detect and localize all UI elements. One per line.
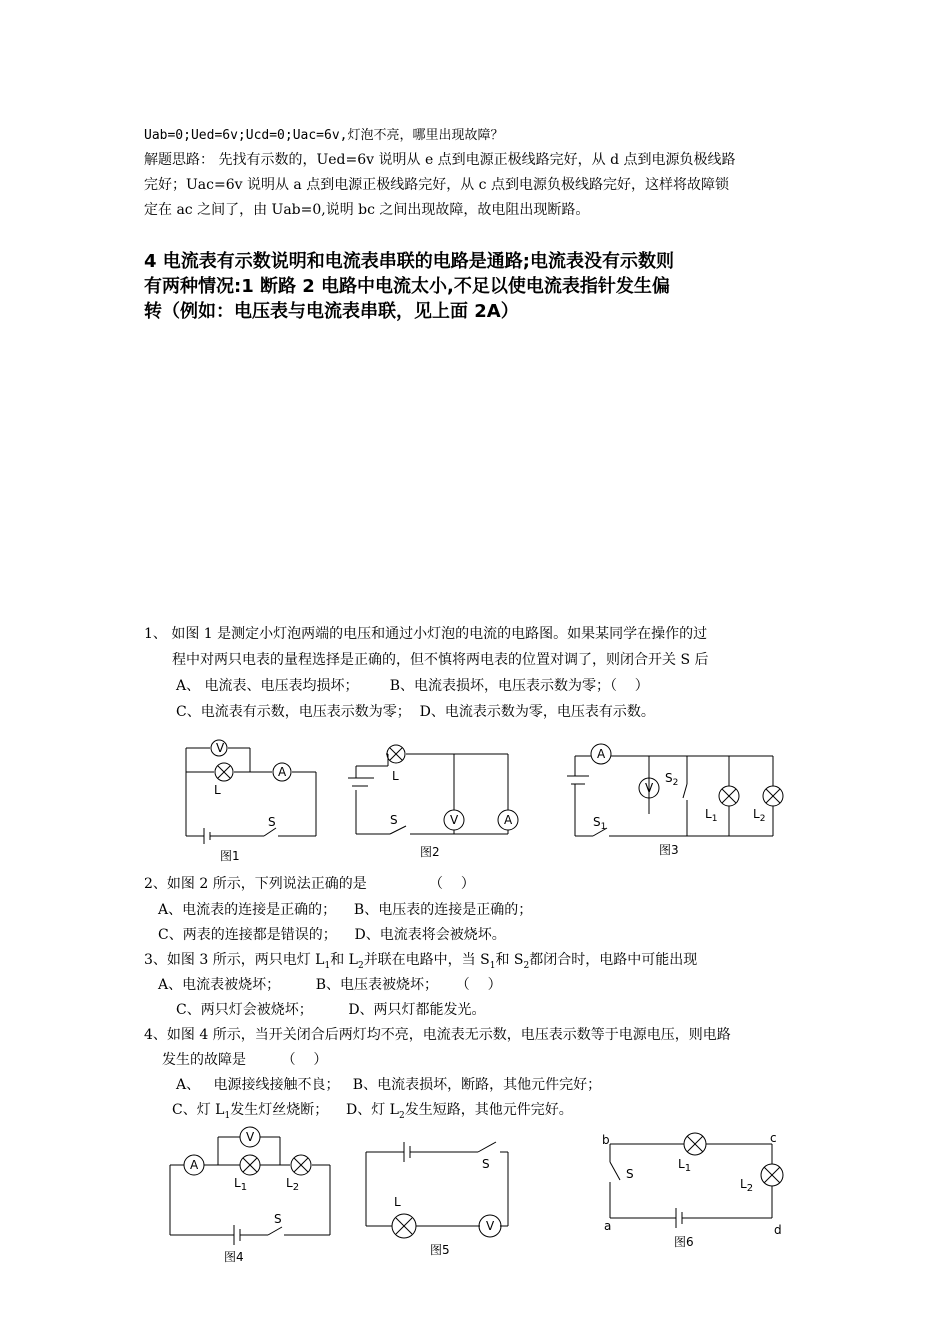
fig4-a-label: A bbox=[190, 1158, 199, 1172]
intro-line-4: 定在 ac 之间了，由 Uab=0,说明 bc 之间出现故障，故电阻出现断路。 bbox=[144, 202, 590, 218]
intro-line-1: Uab=0;Ued=6v;Ucd=0;Uac=6v,灯泡不亮，哪里出现故障？ bbox=[144, 128, 504, 143]
q4-stem-1: 4、如图 4 所示，当开关闭合后两灯均不亮，电流表无示数，电压表示数等于电源电压，则电路 bbox=[144, 1027, 731, 1043]
fig4-caption: 图4 bbox=[224, 1250, 244, 1264]
fig3-a-label: A bbox=[597, 747, 606, 761]
q2-options-cd: C、两表的连接都是错误的； D、电流表将会被烧坏。 bbox=[158, 927, 506, 943]
fig6-c-label: c bbox=[770, 1131, 777, 1145]
q2-options-ab: A、电流表的连接是正确的； B、电压表的连接是正确的； bbox=[158, 902, 533, 918]
q1-stem-2: 程中对两只电表的量程选择是正确的，但不慎将两电表的位置对调了，则闭合开关 S 后 bbox=[172, 652, 709, 668]
fig1-v-label: V bbox=[216, 741, 225, 755]
fig2-a-label: A bbox=[504, 813, 513, 827]
point4-line-2: 有两种情况:1 断路 2 电路中电流太小,不足以使电流表指针发生偏 bbox=[144, 276, 670, 297]
fig3-l1-label: $L_1$ bbox=[705, 807, 718, 824]
q3-options-cd: C、两只灯会被烧坏； D、两只灯都能发光。 bbox=[176, 1002, 486, 1018]
fig2-caption: 图2 bbox=[420, 845, 440, 859]
q3-options-ab: A、电流表被烧坏； B、电压表被烧坏； （ ） bbox=[158, 977, 502, 993]
q1-stem-1: 1、 如图 1 是测定小灯泡两端的电压和通过小灯泡的电流的电路图。如果某同学在操作的过 bbox=[144, 626, 708, 642]
fig4-l2-label: $L_2$ bbox=[286, 1176, 300, 1193]
q2-stem: 2、如图 2 所示，下列说法正确的是 （ ） bbox=[144, 876, 475, 892]
point4-line-3: 转（例如：电压表与电流表串联，见上面 2A） bbox=[144, 301, 519, 322]
fig6-s-label: S bbox=[626, 1167, 634, 1181]
fig1-a-label: A bbox=[278, 765, 287, 779]
figure-3 bbox=[565, 740, 795, 860]
fig3-l2-label: $L_2$ bbox=[753, 807, 766, 824]
q4-options-ab: A、 电源接线接触不良； B、电流表损坏，断路，其他元件完好； bbox=[176, 1077, 602, 1093]
q1-options-ab: A、 电流表、电压表均损坏； B、电流表损坏，电压表示数为零；（ ） bbox=[176, 678, 649, 694]
fig3-s1-label: $S_1$ bbox=[593, 815, 607, 832]
fig6-a-label: a bbox=[604, 1219, 612, 1233]
intro-line-3: 完好；Uac=6v 说明从 a 点到电源正极线路完好，从 c 点到电源负极线路完好，这样将故障锁 bbox=[144, 177, 729, 193]
fig4-l1-label: $L_1$ bbox=[234, 1176, 248, 1193]
figure-6 bbox=[598, 1126, 798, 1256]
fig1-l-label: L bbox=[214, 783, 221, 797]
fig1-s-label: S bbox=[268, 815, 276, 829]
point4-line-1: 4 电流表有示数说明和电流表串联的电路是通路;电流表没有示数则 bbox=[144, 251, 674, 272]
fig5-l-label: L bbox=[394, 1195, 401, 1209]
fig6-b-label: b bbox=[602, 1133, 610, 1147]
fig2-v-label: V bbox=[450, 813, 459, 827]
fig1-caption: 图1 bbox=[220, 849, 240, 863]
figure-4 bbox=[168, 1125, 338, 1265]
fig2-l-label: L bbox=[392, 769, 399, 783]
fig3-s2-label: $S_2$ bbox=[665, 771, 679, 788]
fig4-v-label: V bbox=[246, 1130, 255, 1144]
q3-stem: 3、如图 3 所示，两只电灯 $L_1$和 $L_2$并联在电路中，当 $S_1$和 $S_2$都闭合时，电路中可能出现 bbox=[144, 952, 698, 971]
fig6-caption: 图6 bbox=[674, 1235, 694, 1249]
fig3-caption: 图3 bbox=[659, 843, 679, 857]
q4-stem-2: 发生的故障是 （ ） bbox=[162, 1052, 328, 1068]
fig6-d-label: d bbox=[774, 1223, 782, 1237]
figure-2 bbox=[346, 738, 526, 858]
fig4-s-label: S bbox=[274, 1212, 282, 1226]
q4-options-cd: C、灯 $L_1$发生灯丝烧断； D、灯 $L_2$发生短路，其他元件完好。 bbox=[172, 1102, 573, 1121]
fig3-v-label: V bbox=[645, 781, 654, 795]
q1-options-cd: C、电流表有示数，电压表示数为零； D、电流表示数为零，电压表有示数。 bbox=[176, 704, 655, 720]
figure-5 bbox=[362, 1130, 522, 1260]
fig2-s-label: S bbox=[390, 813, 398, 827]
figure-1 bbox=[180, 738, 320, 866]
fig6-l1-label: $L_1$ bbox=[678, 1157, 692, 1174]
fig5-s-label: S bbox=[482, 1157, 490, 1171]
fig5-caption: 图5 bbox=[430, 1243, 450, 1257]
fig5-v-label: V bbox=[486, 1219, 495, 1233]
intro-line-2: 解题思路： 先找有示数的，Ued=6v 说明从 e 点到电源正极线路完好，从 d 点到电源负极线路 bbox=[144, 152, 736, 168]
fig6-l2-label: $L_2$ bbox=[740, 1177, 754, 1194]
